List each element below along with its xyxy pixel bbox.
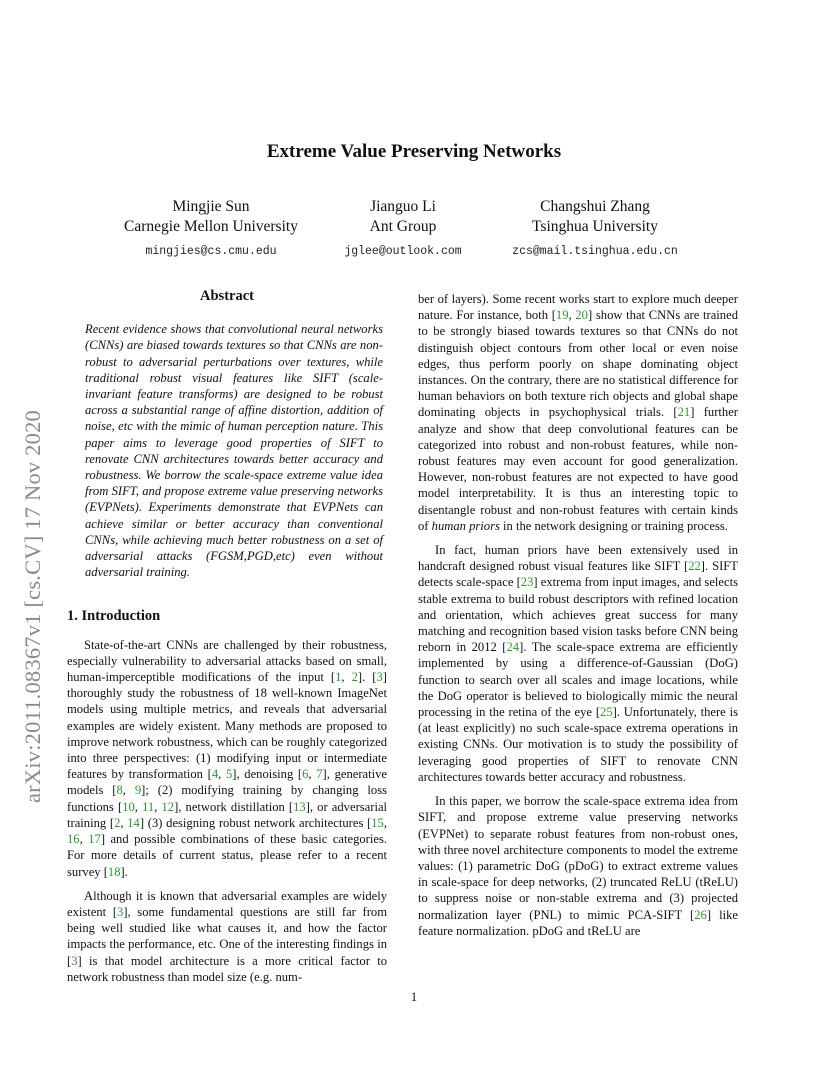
- citation-link[interactable]: 14: [127, 815, 140, 830]
- citation-link[interactable]: 24: [506, 640, 520, 655]
- citation-link[interactable]: 19: [555, 308, 569, 323]
- author-affiliation: Carnegie Mellon University: [124, 218, 298, 235]
- author-affiliation: Tsinghua University: [532, 218, 658, 235]
- right-column: [418, 291, 738, 947]
- arxiv-stamp: arXiv:2011.08367v1 [cs.CV] 17 Nov 2020: [20, 410, 45, 803]
- right-body: [418, 291, 738, 939]
- citation-link[interactable]: 6: [302, 767, 309, 782]
- abstract-heading: Abstract: [200, 288, 254, 304]
- citation-link[interactable]: 23: [520, 575, 534, 590]
- section-heading: 1. Introduction: [67, 608, 161, 625]
- author-name: Jianguo Li: [370, 198, 436, 215]
- body-paragraph: State-of-the-art CNNs are challenged by their robustness, especially vulnerability to adversarial attacks based on small, human-imperceptible modifications of the input [1, 2]. [3] thoroughly study the robustness of 18 well-known ImageNet models using multiple metrics, and reveals that adversarial examples are widely existent. Many methods are proposed to improve network robustness, which can be roughly categorized into three perspectives: (1) modifying input or intermediate features by transformation [4, 5], denoising [6, 7], generative models [8, 9]; (2) modifying training by changing loss functions [10, 11, 12], network distillation [13], or adversarial training [2, 14] (3) designing robust network architectures [15, 16, 17] and possible combinations of these basic categories. For more details of current status, please refer to a recent survey [18].: [67, 637, 388, 879]
- author-email[interactable]: mingjies@cs.cmu.edu: [145, 245, 277, 258]
- citation-link[interactable]: 5: [225, 767, 233, 782]
- citation-link[interactable]: 4: [211, 767, 219, 782]
- citation-link[interactable]: 22: [688, 559, 701, 574]
- citation-link[interactable]: 10: [122, 799, 135, 814]
- author-affiliation: Ant Group: [369, 218, 437, 235]
- citation-link[interactable]: 2: [351, 670, 358, 685]
- citation-link[interactable]: 25: [600, 705, 613, 720]
- citation-link[interactable]: 9: [134, 783, 142, 798]
- citation-link[interactable]: 2: [114, 815, 121, 830]
- citation-link[interactable]: 12: [161, 799, 175, 814]
- page-number: 1: [410, 990, 418, 1004]
- citation-link[interactable]: 26: [694, 907, 707, 922]
- citation-link[interactable]: 21: [677, 405, 691, 420]
- citation-link[interactable]: 18: [107, 864, 121, 879]
- body-paragraph: Although it is known that adversarial examples are widely existent [3], some fundamental questions are still far from being well studied like what causes it, and how the factor impacts the performance, etc. One of the interesting findings in [3] is that model architecture is a more critical factor to network robustness than model size (e.g. num-: [67, 888, 387, 984]
- citation-link[interactable]: 3: [117, 904, 124, 919]
- left-column: [67, 288, 387, 993]
- citation-link[interactable]: 16: [67, 832, 80, 847]
- author-name: Mingjie Sun: [172, 198, 250, 215]
- citation-link[interactable]: 3: [376, 670, 383, 685]
- author-3: [475, 197, 715, 262]
- body-paragraph: In this paper, we borrow the scale-space extrema idea from SIFT, and propose extreme value preserving networks (EVPNet) to separate robust features from non-robust ones, with three novel architecture components to model the extreme values: (1) parametric DoG (pDoG) to extract extreme values in scale-space for deep networks, (2) truncated ReLU (tReLU) to suppress noise or non-stable extrema and (3) projected normalization layer (PNL) to mimic PCA-SIFT [26] like feature normalization. pDoG and tReLU are: [418, 794, 738, 938]
- citation-link[interactable]: 1: [335, 670, 342, 685]
- body-paragraph: ber of layers). Some recent works start to explore much deeper nature. For instance, both [19, 20] show that CNNs are trained to be strongly biased towards textures so that CNNs do not distinguish object contours from other local or even noise edges, thus perform poorly on shape dominating object instances. On the contrary, there are no statistical difference for human behaviors on both texture rich objects and global shape dominating objects in psychophysical trials. [21] further analyze and show that deep convolutional features can be categorized into robust and non-robust features, while non-robust features may even account for good generalization. However, non-robust features are not expected to have good model interpretability. It is thus an interesting topic to disentangle robust and non-robust features with certain kinds of human priors in the network designing or training process.: [418, 292, 738, 533]
- author-email[interactable]: zcs@mail.tsinghua.edu.cn: [512, 245, 678, 258]
- abstract-text: Recent evidence shows that convolutional neural networks (CNNs) are biased towards textures so that CNNs are non-robust to adversarial perturbations over textures, while traditional robust visual features like SIFT (scale-invariant feature transforms) are designed to be robust across a substantial range of affine distortion, addition of noise, etc with the mimic of human perception nature. This paper aims to leverage good properties of SIFT to renovate CNN architectures towards better accuracy and robustness. We borrow the scale-space extreme value idea from SIFT, and propose extreme value preserving networks (EVPNets). Experiments demonstrate that EVPNets can achieve similar or better accuracy than conventional CNNs, while achieving much better robustness on a set of adversarial attacks (FGSM,PGD,etc) even without adversarial training.: [85, 322, 383, 580]
- body-paragraph: In fact, human priors have been extensively used in handcraft designed robust visual features like SIFT [22]. SIFT detects scale-space [23] extrema from input images, and selects stable extrema to build robust descriptors with refined location and orientation, which achieves great success for many matching and recognition based vision tasks before CNN being reborn in 2012 [24]. The scale-space extrema are efficiently implemented by using a difference-of-Gaussian (DoG) function to search over all scales and image locations, while the DoG operator is believed to biologically mimic the neural processing in the retina of the eye [25]. Unfortunately, there is (at least explicitly) no such scale-space extrema operations in existing CNNs. Our motivation is to study the possibility of leveraging good properties of SIFT to renovate CNN architectures towards better accuracy and robustness.: [418, 543, 739, 784]
- citation-link[interactable]: 15: [371, 815, 384, 830]
- citation-link[interactable]: 17: [88, 832, 101, 847]
- left-body: [67, 637, 387, 985]
- citation-link[interactable]: 20: [575, 308, 588, 323]
- author-email[interactable]: jglee@outlook.com: [344, 245, 462, 258]
- citation-link[interactable]: 8: [116, 783, 123, 798]
- author-name: Changshui Zhang: [540, 198, 650, 215]
- paper-title: Extreme Value Preserving Networks: [266, 141, 562, 162]
- citation-link[interactable]: 7: [316, 767, 323, 782]
- citation-link[interactable]: 3: [71, 953, 78, 968]
- emphasis-text: human priors: [431, 518, 500, 533]
- citation-link[interactable]: 11: [142, 799, 155, 814]
- citation-link[interactable]: 13: [293, 799, 306, 814]
